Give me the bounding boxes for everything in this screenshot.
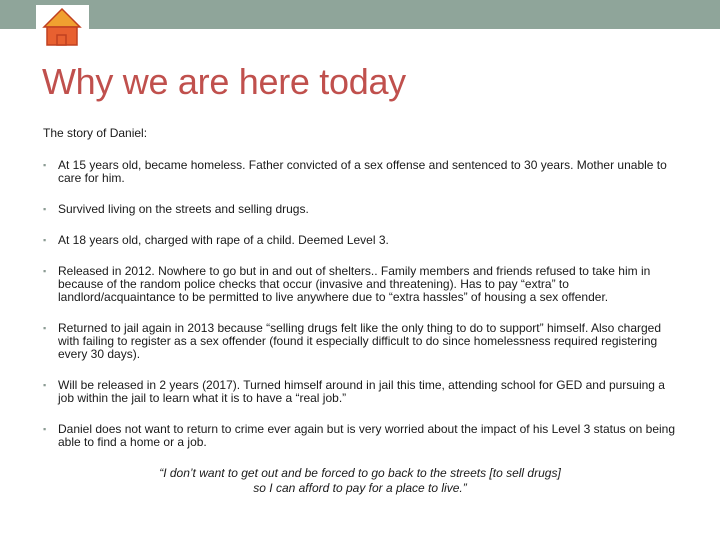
intro-text: The story of Daniel:	[43, 126, 148, 140]
story-bullet-list	[43, 159, 683, 449]
slide-body	[43, 127, 683, 467]
list-item	[43, 203, 683, 216]
list-item	[43, 423, 683, 449]
daniel-quote	[100, 466, 620, 496]
bullet-icon: ▪	[43, 204, 47, 214]
page-title: Why we are here today	[42, 61, 406, 102]
quote-line-1: “I don’t want to get out and be forced to go back to the streets [to sell drugs]	[159, 466, 561, 480]
bullet-text: At 18 years old, charged with rape of a child. Deemed Level 3.	[58, 233, 389, 247]
bullet-text: At 15 years old, became homeless. Father convicted of a sex offense and sentenced to 30 years. Mother unable to care for him.	[58, 158, 667, 185]
logo	[36, 5, 89, 54]
house-icon	[36, 5, 89, 54]
quote-line-2: so I can afford to pay for a place to live.”	[253, 481, 467, 495]
list-item	[43, 234, 683, 247]
list-item	[43, 159, 683, 185]
bullet-icon: ▪	[43, 160, 47, 170]
bullet-text: Survived living on the streets and selling drugs.	[58, 202, 309, 216]
bullet-icon: ▪	[43, 424, 47, 434]
top-banner	[0, 0, 720, 29]
bullet-text: Returned to jail again in 2013 because “selling drugs felt like the only thing to do to support” himself. Also charged with failing to register as a sex offender (found it especially difficult to do since homelessness required registering every 30 days).	[58, 321, 662, 361]
bullet-text: Daniel does not want to return to crime ever again but is very worried about the impact of his Level 3 status on being able to find a home or a job.	[58, 422, 676, 449]
bullet-icon: ▪	[43, 235, 47, 245]
bullet-icon: ▪	[43, 266, 47, 276]
list-item	[43, 265, 683, 304]
bullet-icon: ▪	[43, 380, 47, 390]
list-item	[43, 379, 683, 405]
list-item	[43, 322, 683, 361]
bullet-text: Released in 2012. Nowhere to go but in and out of shelters.. Family members and friends refused to take him in because of the random police checks that occur (invasive and threatening). Has to pay “extra” to landlord/acquaintance to be permitted to live anywhere due to “extra hassles” of housing a sex offender.	[58, 264, 651, 304]
bullet-icon: ▪	[43, 323, 47, 333]
bullet-text: Will be released in 2 years (2017). Turned himself around in jail this time, attending school for GED and pursuing a job within the jail to learn what it is to have a “real job.”	[58, 378, 665, 405]
